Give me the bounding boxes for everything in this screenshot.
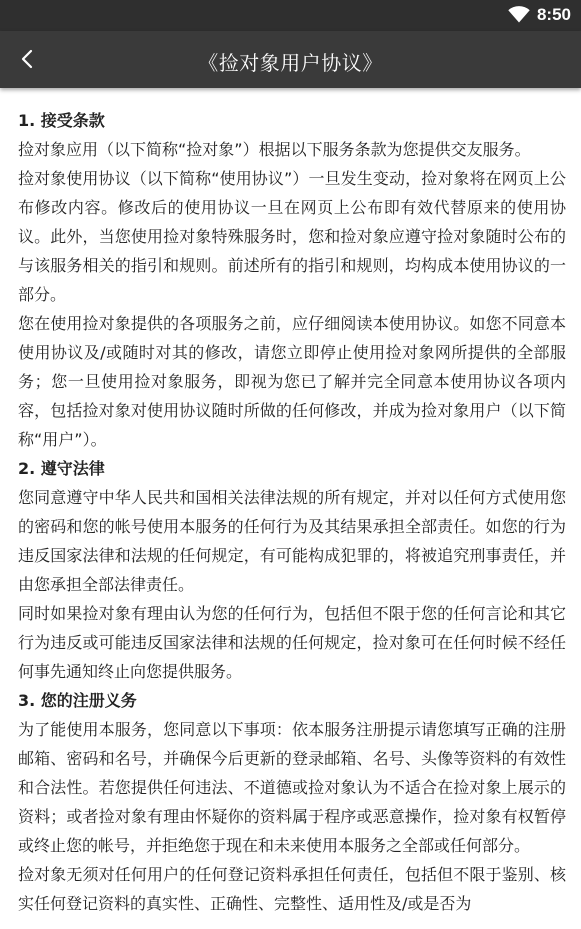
section-paragraph: 同时如果捡对象有理由认为您的任何行为，包括但不限于您的任何言论和其它行为违反或可能违反国家法律和法规的任何规定，捡对象可在任何时候不经任何事先通知终止向您提供服务。 <box>18 604 566 681</box>
section-paragraph: 为了能使用本服务，您同意以下事项：依本服务注册提示请您填写正确的注册邮箱、密码和名号，并确保今后更新的登录邮箱、名号、头像等资料的有效性和合法性。若您提供任何违法、不道德或捡对象认为不适合在捡对象上展示的资料；或者捡对象有理由怀疑你的资料属于程序或恶意操作，捡对象有权暂停或终止您的帐号，并拒绝您于现在和未来使用本服务之全部或任何部分。 <box>18 720 566 855</box>
section-paragraph: 捡对象无须对任何用户的任何登记资料承担任何责任，包括但不限于鉴别、核实任何登记资料的真实性、正确性、完整性、适用性及/或是否为 <box>18 865 566 913</box>
section-paragraph: 捡对象应用（以下简称“捡对象”）根据以下服务条款为您提供交友服务。 <box>18 140 531 159</box>
agreement-content <box>18 106 566 918</box>
section-heading: 2. 遵守法律 <box>18 459 105 478</box>
section-paragraph: 捡对象使用协议（以下简称“使用协议”）一旦发生变动，捡对象将在网页上公布修改内容。修改后的使用协议一旦在网页上公布即有效代替原来的使用协议。此外，当您使用捡对象特殊服务时，您和捡对象应遵守捡对象随时公布的与该服务相关的指引和规则。前述所有的指引和规则，均构成本使用协议的一部分。 <box>18 169 566 304</box>
section-heading: 3. 您的注册义务 <box>18 691 137 710</box>
section-paragraph: 您在使用捡对象提供的各项服务之前，应仔细阅读本使用协议。如您不同意本使用协议及/或随时对其的修改，请您立即停止使用捡对象网所提供的全部服务；您一旦使用捡对象服务，即视为您已了解并完全同意本使用协议各项内容，包括捡对象对使用协议随时所做的任何修改，并成为捡对象用户（以下简称“用户”）。 <box>18 314 566 449</box>
wifi-icon <box>508 6 530 23</box>
section-paragraph: 您同意遵守中华人民共和国相关法律法规的所有规定，并对以任何方式使用您的密码和您的帐号使用本服务的任何行为及其结果承担全部责任。如您的行为违反国家法律和法规的任何规定，有可能构成犯罪的，将被追究刑事责任，并由您承担全部法律责任。 <box>18 488 566 594</box>
status-time: 8:50 <box>536 5 571 24</box>
status-bar <box>0 0 581 31</box>
section-heading: 1. 接受条款 <box>18 111 105 130</box>
app-bar <box>0 31 581 88</box>
page-title: 《捡对象用户协议》 <box>198 51 383 75</box>
